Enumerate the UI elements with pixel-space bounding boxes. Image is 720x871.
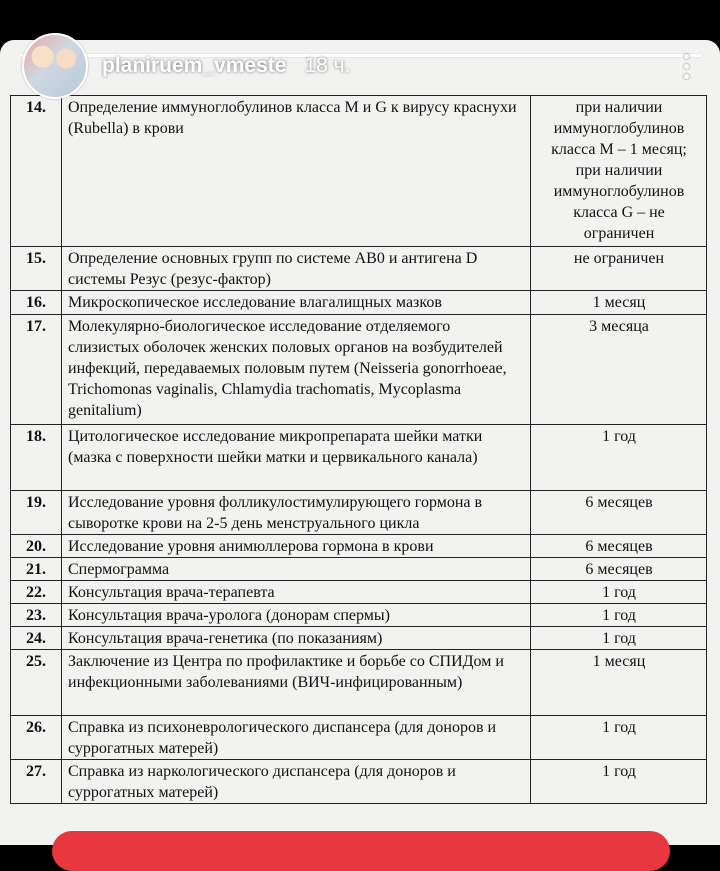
row-number: 25. (11, 650, 62, 716)
row-validity: 3 месяца (531, 315, 707, 425)
table-row (11, 716, 707, 760)
row-validity: 1 год (531, 581, 707, 604)
table-row (11, 291, 707, 315)
table-row (11, 650, 707, 716)
row-number: 15. (11, 247, 62, 291)
row-description: Цитологическое исследование микропрепарата шейки матки (мазка с поверхности шейки матки и цервикального канала) (62, 425, 531, 491)
row-description: Консультация врача-терапевта (62, 581, 531, 604)
bottom-action-button[interactable] (52, 831, 670, 871)
row-description: Консультация врача-генетика (по показаниям) (62, 627, 531, 650)
row-number: 16. (11, 291, 62, 315)
row-validity: 1 год (531, 627, 707, 650)
more-vertical-icon[interactable] (676, 46, 696, 86)
row-number: 19. (11, 491, 62, 535)
table-row (11, 315, 707, 425)
row-validity: при наличии иммуноглобулинов класса М – 1 месяц; при наличии иммуноглобулинов класса G – не ограничен (531, 96, 707, 247)
table-row (11, 96, 707, 247)
timestamp: 18 ч. (304, 54, 351, 77)
username[interactable]: planiruem_vmeste (102, 54, 287, 77)
row-number: 14. (11, 96, 62, 247)
row-number: 24. (11, 627, 62, 650)
table-row (11, 581, 707, 604)
avatar[interactable] (22, 33, 88, 99)
row-number: 26. (11, 716, 62, 760)
row-description: Определение основных групп по системе АВ0 и антигена D системы Резус (резус-фактор) (62, 247, 531, 291)
row-validity: 6 месяцев (531, 535, 707, 558)
table-row (11, 760, 707, 804)
row-validity: 1 год (531, 425, 707, 491)
row-number: 17. (11, 315, 62, 425)
row-description: Исследование уровня анимюллерова гормона в крови (62, 535, 531, 558)
requirements-table (10, 95, 707, 804)
row-number: 21. (11, 558, 62, 581)
row-description: Микроскопическое исследование влагалищных мазков (62, 291, 531, 315)
row-validity: 1 год (531, 604, 707, 627)
row-description: Справка из наркологического диспансера (для доноров и суррогатных матерей) (62, 760, 531, 804)
row-validity: 1 год (531, 760, 707, 804)
table-row (11, 247, 707, 291)
row-number: 18. (11, 425, 62, 491)
table-row (11, 535, 707, 558)
row-description: Заключение из Центра по профилактике и борьбе со СПИДом и инфекционными заболеваниями (ВИЧ-инфицированным) (62, 650, 531, 716)
row-number: 23. (11, 604, 62, 627)
table-row (11, 425, 707, 491)
row-validity: 6 месяцев (531, 558, 707, 581)
document-table (10, 95, 706, 804)
row-description: Консультация врача-уролога (донорам спермы) (62, 604, 531, 627)
row-validity: 1 месяц (531, 291, 707, 315)
row-number: 22. (11, 581, 62, 604)
row-validity: 1 месяц (531, 650, 707, 716)
row-description: Спермограмма (62, 558, 531, 581)
table-row (11, 604, 707, 627)
row-description: Молекулярно-биологическое исследование отделяемого слизистых оболочек женских половых органов на возбудителей инфекций, передаваемых половым путем (Neisseria gonorrhoeae, Trichomonas vaginalis, Chlamydia trachomatis, Mycoplasma genitalium) (62, 315, 531, 425)
row-validity: 1 год (531, 716, 707, 760)
row-description: Исследование уровня фолликулостимулирующего гормона в сыворотке крови на 2-5 день менструального цикла (62, 491, 531, 535)
table-row (11, 627, 707, 650)
row-validity: не ограничен (531, 247, 707, 291)
row-number: 20. (11, 535, 62, 558)
row-description: Справка из психоневрологического диспансера (для доноров и суррогатных матерей) (62, 716, 531, 760)
story-header (22, 38, 696, 94)
row-validity: 6 месяцев (531, 491, 707, 535)
row-number: 27. (11, 760, 62, 804)
table-row (11, 558, 707, 581)
table-row (11, 491, 707, 535)
row-description: Определение иммуноглобулинов класса М и G к вирусу краснухи (Rubella) в крови (62, 96, 531, 247)
